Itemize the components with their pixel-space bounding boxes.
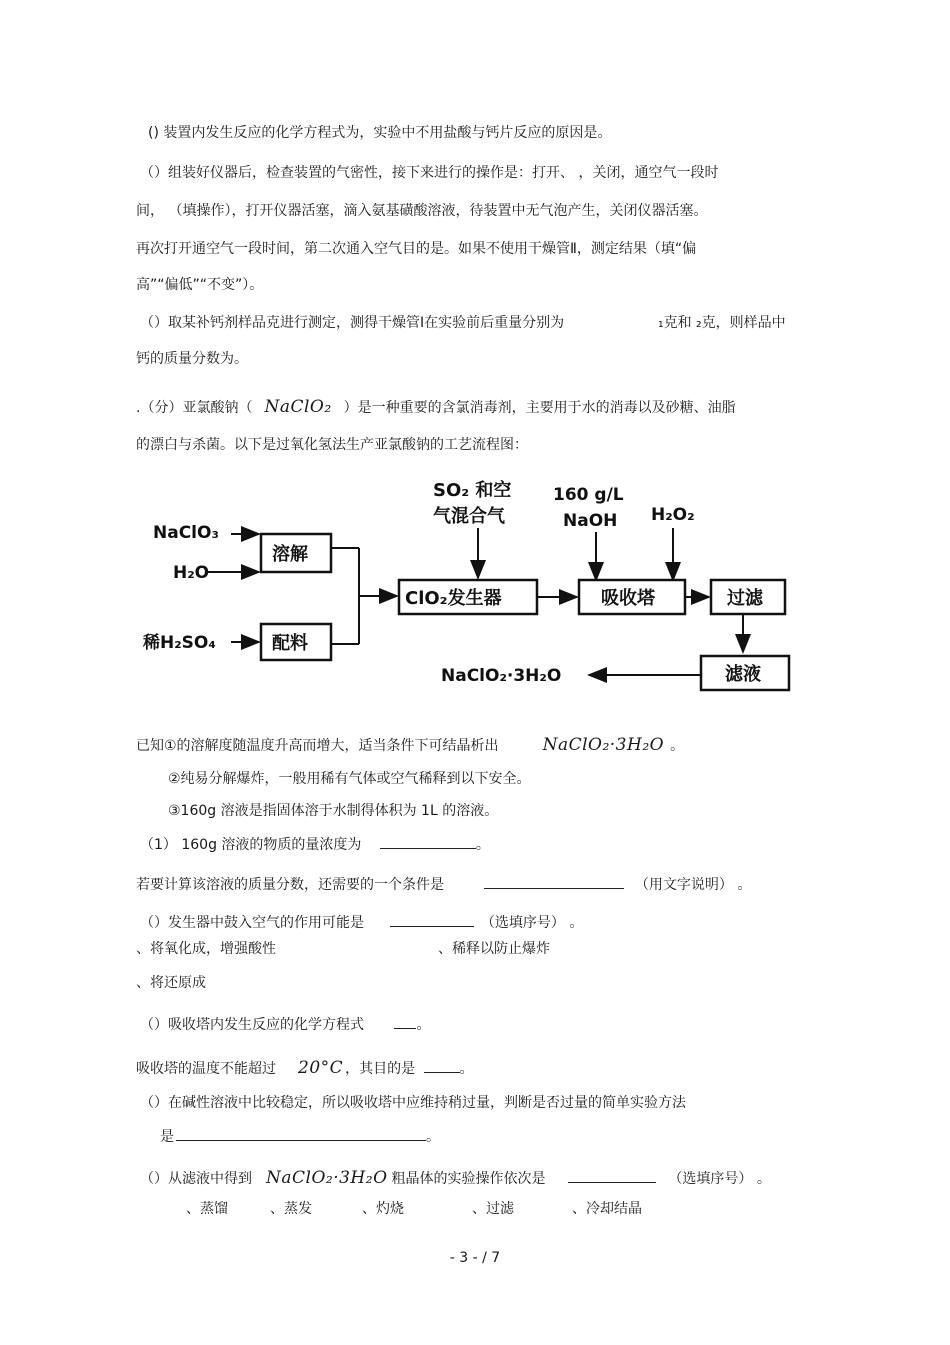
op-3: 、灼烧 — [362, 1201, 404, 1217]
q6-shi: 是 — [160, 1129, 174, 1145]
question-5-answer-line — [160, 1126, 440, 1146]
q7-text: （）从滤液中得到 — [140, 1171, 252, 1187]
formula-naclo2: NaClO₂ — [264, 397, 332, 417]
box-generator-label: ClO₂发生器 — [405, 588, 502, 609]
input-h2o: H₂O — [173, 563, 210, 583]
answer-blank-7[interactable] — [568, 1168, 656, 1183]
box-filter-label: 过滤 — [727, 588, 763, 609]
text-line-7: 钙的质量分数为。 — [136, 351, 248, 367]
q5-text: 吸收塔的温度不能超过 — [136, 1061, 276, 1077]
known-1-text: 已知①的溶解度随温度升高而增大，适当条件下可结晶析出 — [136, 738, 499, 754]
process-flow-diagram — [135, 476, 795, 706]
box-dissolve-label: 溶解 — [272, 544, 308, 565]
q2-end: （用文字说明） 。 — [634, 877, 752, 893]
page-number: - 3 - / 7 — [449, 1250, 501, 1266]
q6-end: 。 — [426, 1129, 440, 1145]
input-so2-air-1: SO₂ 和空 — [433, 480, 512, 501]
q1-end: 。 — [475, 837, 490, 853]
formula-naclo2-3h2o-2: NaClO₂·3H₂O — [266, 1168, 388, 1188]
answer-blank-4[interactable] — [394, 1014, 416, 1029]
q8-suffix: ）是一种重要的含氯消毒剂，主要用于水的消毒以及砂糖、油脂 — [343, 400, 736, 416]
question-4-part-2 — [136, 1058, 474, 1078]
option-a: 、将氧化成，增强酸性 — [136, 941, 276, 957]
box-absorb-label: 吸收塔 — [601, 588, 655, 609]
formula-naclo2-3h2o: NaClO₂·3H₂O — [542, 735, 665, 755]
known-1-end: 。 — [670, 738, 685, 754]
q8-prefix: .（分）亚氯酸钠（ — [136, 400, 253, 416]
q1-text: （1） 160g 溶液的物质的量浓度为 — [140, 837, 362, 853]
text-line-3: 间， （填操作），打开仪器活塞，滴入氨基磺酸溶液，待装置中无气泡产生，关闭仪器活塞。 — [136, 203, 708, 219]
known-line-1 — [136, 736, 684, 755]
text-line-5: 高”“偏低”“不变”）。 — [136, 277, 264, 293]
q5-end: 。 — [459, 1061, 474, 1077]
input-naoh-conc: 160 g/L — [553, 485, 624, 505]
question-5: （）在碱性溶液中比较稳定，所以吸收塔中应维持稍过量，判断是否过量的简单实验方法 — [140, 1095, 686, 1111]
answer-blank-6[interactable] — [176, 1126, 426, 1141]
text-line-9: 的漂白与杀菌。以下是过氧化氢法生产亚氯酸钠的工艺流程图： — [136, 437, 528, 453]
option-c: 、将还原成 — [136, 975, 206, 991]
known-line-3: ③160g 溶液是指固体溶于水制得体积为 1L 的溶液。 — [168, 803, 499, 819]
box-filtrate-label: 滤液 — [725, 664, 761, 685]
q2-text: 若要计算该溶液的质量分数，还需要的一个条件是 — [136, 877, 444, 893]
known-line-2: ②纯易分解爆炸，一般用稀有气体或空气稀释到以下安全。 — [168, 771, 531, 787]
answer-blank-2[interactable] — [484, 874, 624, 889]
q5-mid: ，其目的是 — [345, 1061, 416, 1077]
q3-text: （）发生器中鼓入空气的作用可能是 — [140, 915, 364, 931]
answer-blank-5[interactable] — [424, 1058, 460, 1073]
q7-end: （选填序号） 。 — [668, 1171, 771, 1187]
text-line-6b: ₁克和 ₂克，则样品中 — [658, 315, 786, 331]
box-mix-label: 配料 — [272, 633, 308, 654]
text-line-4: 再次打开通空气一段时间，第二次通入空气目的是。如果不使用干燥管Ⅱ，测定结果（填“偏 — [136, 241, 697, 257]
answer-blank-1[interactable] — [380, 834, 476, 849]
input-so2-air-2: 气混合气 — [433, 506, 505, 527]
q4-text: （）吸收塔内发生反应的化学方程式 — [140, 1017, 364, 1033]
question-1-part-2 — [136, 874, 751, 894]
input-naoh: NaOH — [563, 511, 618, 531]
op-4: 、过滤 — [472, 1201, 514, 1217]
temperature-20c: 20°C — [298, 1058, 344, 1078]
text-line-2: （）组装好仪器后，检查装置的气密性，接下来进行的操作是：打开、 ，关闭，通空气一段时 — [140, 165, 719, 181]
question-1 — [140, 834, 490, 854]
answer-blank-3[interactable] — [390, 912, 474, 927]
text-line-6: （）取某补钙剂样品克进行测定，测得干燥管Ⅰ在实验前后重量分别为 — [140, 315, 565, 331]
q3-end: （选填序号） 。 — [480, 915, 584, 931]
op-1: 、蒸馏 — [186, 1201, 228, 1217]
q7-mid: 粗晶体的实验操作依次是 — [391, 1171, 546, 1187]
q4-end: 。 — [416, 1017, 431, 1033]
text-line-1: () 装置内发生反应的化学方程式为，实验中不用盐酸与钙片反应的原因是。 — [148, 125, 612, 141]
question-8-intro — [136, 398, 736, 417]
input-h2o2: H₂O₂ — [651, 505, 695, 525]
question-6 — [140, 1168, 771, 1188]
question-4 — [140, 1014, 430, 1034]
input-dilute-h2so4: 稀H₂SO₄ — [143, 633, 216, 653]
product-label: NaClO₂·3H₂O — [441, 666, 562, 686]
option-b: 、稀释以防止爆炸 — [438, 941, 550, 957]
input-naclo3: NaClO₃ — [153, 523, 219, 543]
question-3 — [140, 912, 583, 932]
op-5: 、冷却结晶 — [572, 1201, 642, 1217]
op-2: 、蒸发 — [270, 1201, 312, 1217]
